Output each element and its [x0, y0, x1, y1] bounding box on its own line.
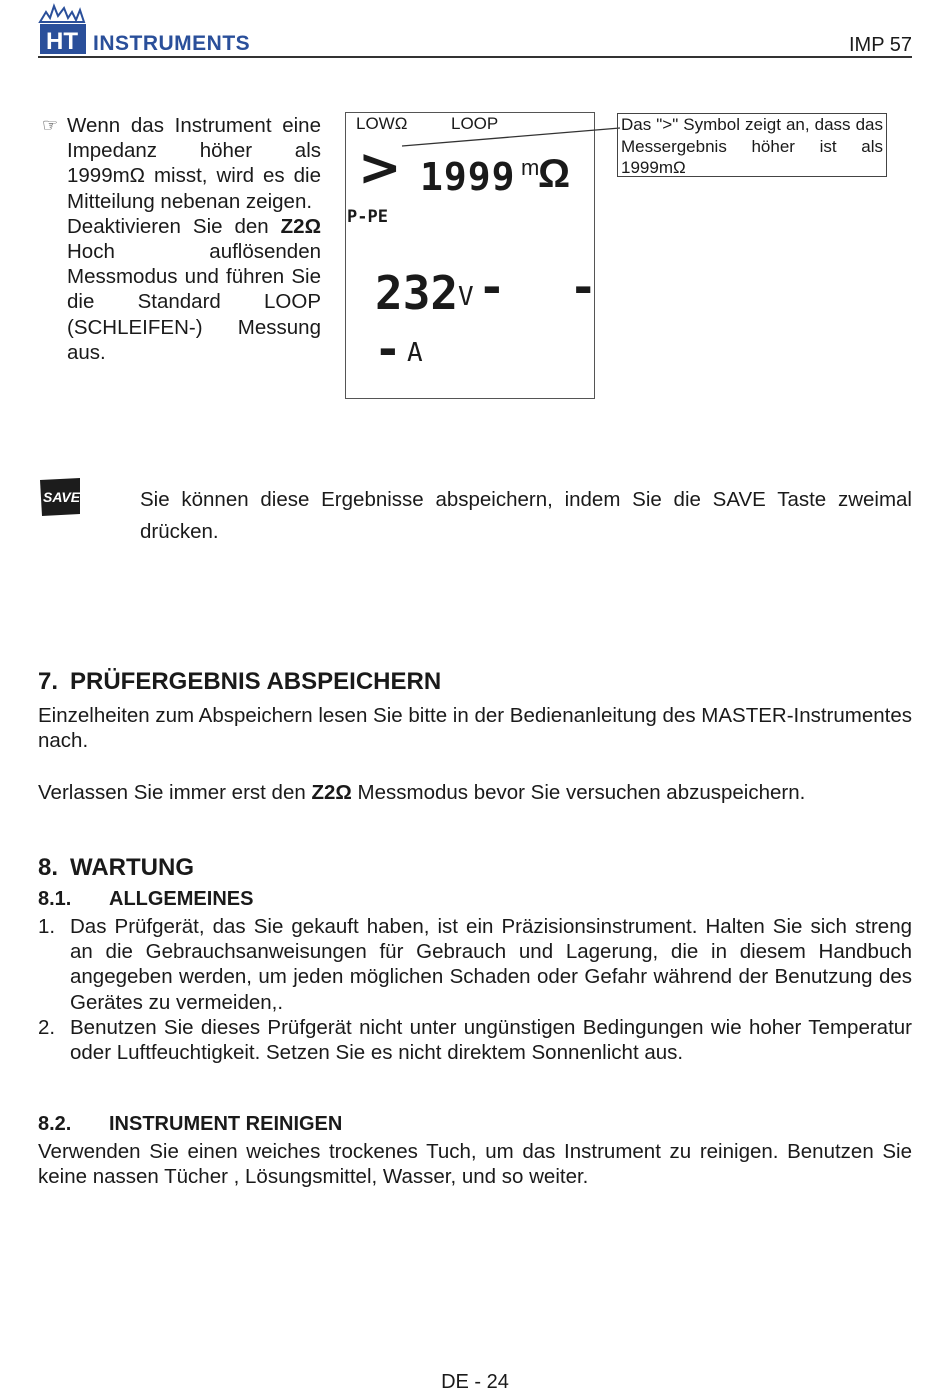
lcd-impedance-value: 1999: [420, 155, 516, 199]
section-7-paragraph-2: Verlassen Sie immer erst den Z2Ω Messmodus bevor Sie versuchen abzuspeichern.: [38, 781, 806, 804]
lcd-phase-label: P-PE: [347, 207, 388, 227]
lcd-greater-than-symbol: >: [358, 138, 402, 198]
svg-text:HT: HT: [46, 28, 78, 55]
lcd-voltage-value: 232: [375, 266, 459, 320]
model-name: IMP 57: [849, 34, 912, 56]
note: [38, 113, 321, 365]
lcd-current-dashes: - -: [478, 260, 616, 314]
ht-logo-icon: [38, 2, 98, 56]
section-8-heading: 8. WARTUNG: [38, 854, 194, 881]
lcd-unit-prefix: m: [521, 155, 540, 180]
section-8-2-paragraph: Verwenden Sie einen weiches trockenes Tuch, um das Instrument zu reinigen. Benutzen Sie keine nassen Tücher , Lösungsmittel, Wasser, und so weiter.: [38, 1140, 912, 1189]
logo-text: INSTRUMENTS: [93, 32, 251, 55]
callout-box: Das ">" Symbol zeigt an, dass das Messergebnis höher ist als 1999mΩ: [617, 113, 887, 177]
page-number: DE - 24: [441, 1371, 509, 1393]
save-instruction: Sie können diese Ergebnisse abspeichern, indem Sie die SAVE Taste zweimal drücken.: [140, 488, 912, 543]
svg-text:SAVE: SAVE: [43, 489, 81, 505]
list-item: 2. Benutzen Sie dieses Prüfgerät nicht unter ungünstigen Bedingungen wie hoher Temperatur oder Luftfeuchtigkeit. Setzen Sie es nicht direktem Sonnenlicht aus.: [38, 1015, 912, 1065]
maintenance-list: [38, 914, 912, 1065]
section-8-2-heading: 8.2. INSTRUMENT REINIGEN: [38, 1113, 343, 1135]
list-item: 1. Das Prüfgerät, das Sie gekauft haben, ist ein Präzisionsinstrument. Halten Sie sich streng an die Gebrauchsanweisungen für Gebrauch und Lagerung, die in diesem Handbuch angegeben werden, um jeden möglichen Schaden oder Gefahr während der Benutzung des Gerätes zu vermeiden,.: [38, 915, 912, 1014]
pointing-hand-icon: ☞: [42, 115, 59, 135]
section-8-1-heading: 8.1. ALLGEMEINES: [38, 888, 254, 910]
save-key-icon: [38, 476, 82, 516]
header-divider: [38, 56, 912, 58]
lcd-current-dash: -: [374, 322, 402, 376]
lcd-mode-low: LOWΩ: [356, 114, 408, 133]
lcd-mode-loop: LOOP: [451, 114, 499, 133]
lcd-unit-ohm: Ω: [538, 152, 571, 196]
section-7-paragraph-1: Einzelheiten zum Abspeichern lesen Sie bitte in der Bedienanleitung des MASTER-Instrumentes nach.: [38, 704, 913, 753]
callout-pointer-line: [400, 120, 630, 160]
section-7-heading: 7. PRÜFERGEBNIS ABSPEICHERN: [38, 668, 442, 695]
lcd-current-unit: A: [407, 338, 423, 368]
lcd-voltage-unit: V: [458, 282, 474, 312]
note-text: Wenn das Instrument eine Impedanz höher als 1999mΩ misst, wird es die Mitteilung nebenan zeigen. Deaktivieren Sie den Z2Ω Hoch auflösenden Messmodus und führen Sie die Standard LOOP (SCHLEIFEN-) Messung aus.: [67, 114, 321, 364]
